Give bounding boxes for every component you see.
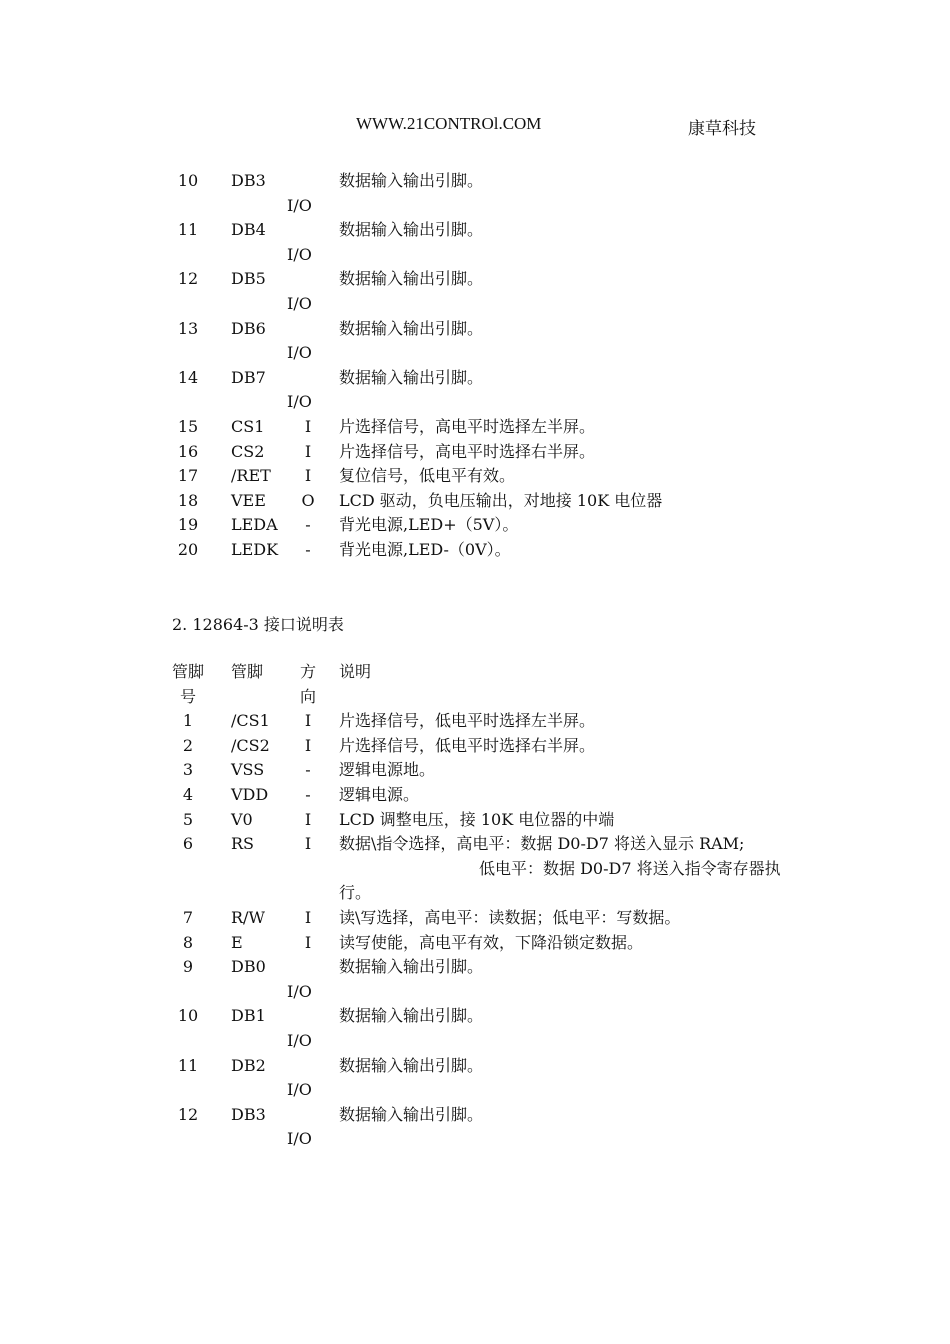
table-header-row <box>0 660 950 709</box>
pin-number: 12 <box>177 269 199 289</box>
pin-description: 背光电源,LED+（5V）。 <box>339 515 519 535</box>
pin-number: 7 <box>182 907 194 927</box>
table-row <box>0 513 950 538</box>
pin-description: 读写使能，高电平有效，下降沿锁定数据。 <box>339 932 644 952</box>
pin-number: 13 <box>177 318 199 338</box>
pin-name: LEDK <box>231 539 279 559</box>
pin-name: DB5 <box>231 269 266 289</box>
pin-direction: I/O <box>287 981 312 1001</box>
pin-number: 14 <box>177 367 199 387</box>
pin-number: 1 <box>182 711 194 731</box>
pin-name: LEDA <box>231 515 278 535</box>
pin-number: 12 <box>177 1104 199 1124</box>
pin-description: 数据输入输出引脚。 <box>339 367 484 387</box>
pin-number: 16 <box>177 441 199 461</box>
pin-description: 数据输入输出引脚。 <box>339 957 484 977</box>
pin-description: 数据输入输出引脚。 <box>339 1055 484 1075</box>
table-row <box>0 317 950 366</box>
pin-description-line3: 行。 <box>339 883 372 903</box>
pin-description: 数据输入输出引脚。 <box>339 269 484 289</box>
pin-number: 2 <box>182 735 194 755</box>
pin-description: 片选择信号，高电平时选择左半屏。 <box>339 416 596 436</box>
pin-name: DB7 <box>231 367 266 387</box>
pin-number: 9 <box>182 957 194 977</box>
pin-direction: - <box>305 760 311 780</box>
pin-name: R/W <box>231 907 265 927</box>
pin-direction: I/O <box>287 343 312 363</box>
header-pin-number-line2: 号 <box>179 686 196 706</box>
pin-name: /RET <box>231 466 271 486</box>
pin-name: VEE <box>231 490 266 510</box>
pin-direction: I/O <box>287 293 312 313</box>
pin-name: DB3 <box>231 1104 266 1124</box>
pin-direction: I/O <box>287 1129 312 1149</box>
pin-description: 数据输入输出引脚。 <box>339 1006 484 1026</box>
pin-name: DB3 <box>231 171 266 190</box>
pin-description: 背光电源,LED-（0V）。 <box>339 539 511 559</box>
table-row <box>0 1054 950 1103</box>
pin-number: 19 <box>177 515 199 535</box>
table-row <box>0 758 950 783</box>
pin-description: 逻辑电源。 <box>339 784 420 804</box>
pin-description-line1: 数据\指令选择，高电平：数据 D0-D7 将送入显示 RAM; <box>339 834 745 854</box>
pin-description: 数据输入输出引脚。 <box>339 220 484 240</box>
pin-description: 片选择信号，低电平时选择左半屏。 <box>339 711 596 731</box>
pin-direction: I/O <box>287 195 312 215</box>
pin-table-continued <box>0 169 950 563</box>
pin-name: VDD <box>231 784 269 804</box>
pin-name: DB1 <box>231 1006 266 1026</box>
table-row <box>0 832 950 906</box>
pin-number: 6 <box>182 834 194 854</box>
pin-direction: I <box>304 809 312 829</box>
pin-name: CS1 <box>231 416 265 436</box>
pin-direction: I/O <box>287 1080 312 1100</box>
pin-description: 数据输入输出引脚。 <box>339 1104 484 1124</box>
pin-description: 片选择信号，低电平时选择右半屏。 <box>339 735 596 755</box>
table-row <box>0 808 950 833</box>
header-company: 康草科技 <box>688 119 756 139</box>
header-direction <box>296 660 320 709</box>
pin-direction: - <box>305 515 311 535</box>
pin-direction: I <box>304 711 312 731</box>
pin-description: 数据输入输出引脚。 <box>339 171 484 190</box>
pin-description: 逻辑电源地。 <box>339 760 436 780</box>
pin-direction: - <box>305 539 311 559</box>
pin-direction: O <box>301 490 315 510</box>
pin-number: 8 <box>182 932 194 952</box>
table-row <box>0 1004 950 1053</box>
pin-number: 18 <box>177 490 199 510</box>
table-row <box>0 267 950 316</box>
pin-description: LCD 驱动，负电压输出，对地接 10K 电位器 <box>339 490 663 510</box>
table-row <box>0 366 950 415</box>
header-pin-number <box>172 660 204 709</box>
pin-number: 10 <box>177 171 199 190</box>
pin-name: DB0 <box>231 957 266 977</box>
header-description: 说明 <box>339 662 372 681</box>
table-row <box>0 415 950 440</box>
pin-name: /CS2 <box>231 735 270 755</box>
table-row <box>0 1103 950 1152</box>
pin-direction: I/O <box>287 244 312 264</box>
pin-table-12864-3 <box>0 660 950 1152</box>
pin-number: 15 <box>177 416 199 436</box>
pin-direction: I <box>304 834 312 854</box>
pin-number: 4 <box>182 784 194 804</box>
pin-name: DB2 <box>231 1055 266 1075</box>
pin-description: 复位信号，低电平有效。 <box>339 466 516 486</box>
table-row <box>0 440 950 465</box>
table-row <box>0 734 950 759</box>
pin-name: DB6 <box>231 318 266 338</box>
pin-description: 读\写选择，高电平：读数据；低电平：写数据。 <box>339 907 681 927</box>
pin-name: RS <box>231 834 255 854</box>
pin-name: CS2 <box>231 441 265 461</box>
pin-direction: I <box>304 932 312 952</box>
pin-number: 5 <box>182 809 194 829</box>
pin-number: 17 <box>177 466 199 486</box>
pin-number: 11 <box>177 1055 199 1075</box>
pin-number: 20 <box>177 539 199 559</box>
table-row <box>0 218 950 267</box>
pin-description: 片选择信号，高电平时选择右半屏。 <box>339 441 596 461</box>
header-pin-name: 管脚 <box>231 662 264 681</box>
pin-name: VSS <box>231 760 265 780</box>
table-row <box>0 489 950 514</box>
pin-name: /CS1 <box>231 711 270 731</box>
pin-direction: I <box>304 735 312 755</box>
header-direction-line1: 方 <box>299 662 316 681</box>
table-row <box>0 931 950 956</box>
header-pin-number-line1: 管脚 <box>172 662 205 681</box>
pin-number: 3 <box>182 760 194 780</box>
pin-direction: I <box>304 416 312 436</box>
pin-name: V0 <box>231 809 253 829</box>
table-row <box>0 464 950 489</box>
pin-direction: I/O <box>287 392 312 412</box>
pin-description: 数据输入输出引脚。 <box>339 318 484 338</box>
section-title: 2. 12864-3 接口说明表 <box>172 615 344 634</box>
pin-description: LCD 调整电压，接 10K 电位器的中端 <box>339 809 615 829</box>
table-row <box>0 955 950 1004</box>
pin-direction: I/O <box>287 1030 312 1050</box>
table-row <box>0 906 950 931</box>
pin-number: 10 <box>177 1006 199 1026</box>
header-direction-line2: 向 <box>299 686 316 706</box>
pin-direction: - <box>305 784 311 804</box>
pin-number: 11 <box>177 220 199 240</box>
pin-description-line2: 低电平：数据 D0-D7 将送入指令寄存器执 <box>479 858 781 878</box>
table-row <box>0 709 950 734</box>
pin-name: DB4 <box>231 220 266 240</box>
pin-name: E <box>231 932 243 952</box>
pin-description <box>339 832 781 906</box>
table-row <box>0 783 950 808</box>
table-row <box>0 169 950 218</box>
table-row <box>0 538 950 563</box>
pin-direction: I <box>304 907 312 927</box>
header-site: WWW.21CONTROl.COM <box>356 114 542 133</box>
pin-direction: I <box>304 441 312 461</box>
pin-direction: I <box>304 466 312 486</box>
